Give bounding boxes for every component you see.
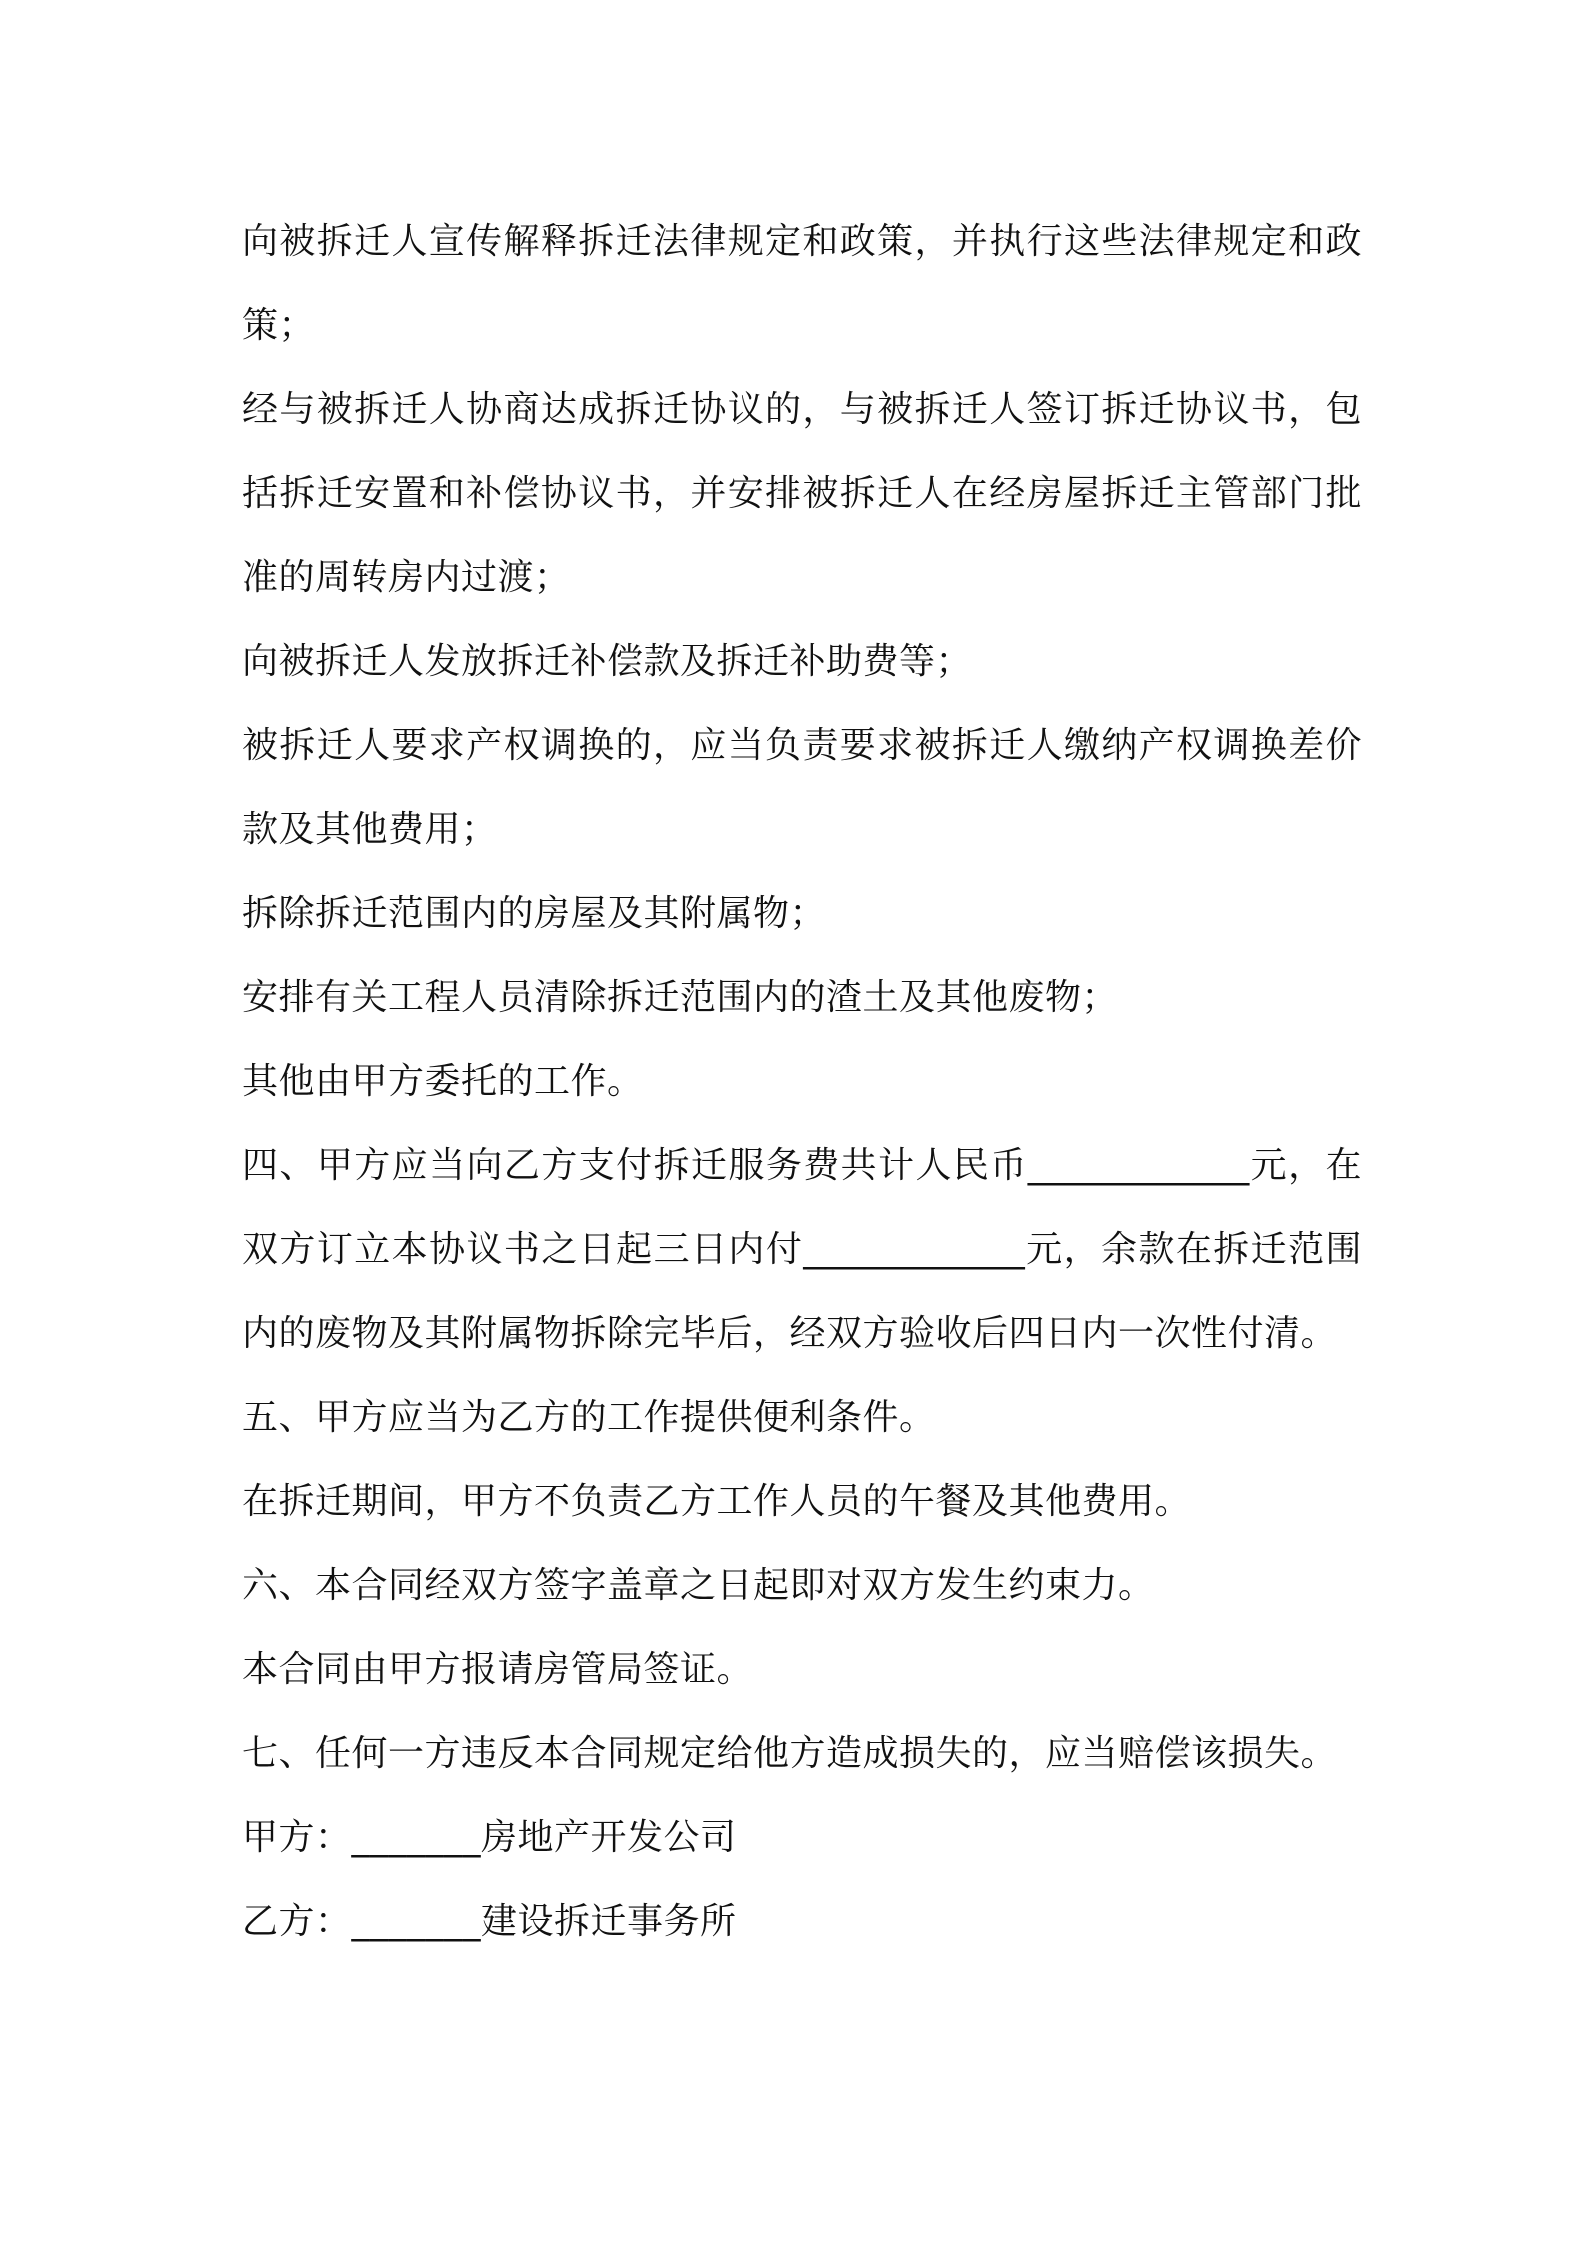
paragraph-duty-agreement: 经与被拆迁人协商达成拆迁协议的，与被拆迁人签订拆迁协议书，包括拆迁安置和补偿协议书，并安排被拆迁人在经房屋拆迁主管部门批准的周转房内过渡； xyxy=(242,389,1362,598)
clause-seven-liability: 七、任何一方违反本合同规定给他方造成损失的，应当赔偿该损失。 xyxy=(242,1733,1338,1774)
paragraph-meal-expenses: 在拆迁期间，甲方不负责乙方工作人员的午餐及其他费用。 xyxy=(242,1481,1192,1522)
paragraph-duty-demolish: 拆除拆迁范围内的房屋及其附属物； xyxy=(242,893,827,934)
party-b-line: 乙方：_______建设拆迁事务所 xyxy=(242,1901,737,1942)
paragraph-duty-compensation: 向被拆迁人发放拆迁补偿款及拆迁补助费等； xyxy=(242,641,973,682)
paragraph-duty-property-exchange: 被拆迁人要求产权调换的，应当负责要求被拆迁人缴纳产权调换差价款及其他费用； xyxy=(242,725,1362,850)
paragraph-duty-clear-debris: 安排有关工程人员清除拆迁范围内的渣土及其他废物； xyxy=(242,977,1119,1018)
clause-four-service-fee: 四、甲方应当向乙方支付拆迁服务费共计人民币____________元，在双方订立本协议书之日起三日内付____________元，余款在拆迁范围内的废物及其附属物拆除完毕后，经双方验收后四日内一次性付清。 xyxy=(242,1145,1362,1354)
paragraph-duty-publicize: 向被拆迁人宣传解释拆迁法律规定和政策，并执行这些法律规定和政策； xyxy=(242,221,1362,346)
document-body xyxy=(242,200,1362,1964)
party-a-line: 甲方：_______房地产开发公司 xyxy=(242,1817,737,1858)
paragraph-certification: 本合同由甲方报请房管局签证。 xyxy=(242,1649,754,1690)
paragraph-duty-other: 其他由甲方委托的工作。 xyxy=(242,1061,644,1102)
clause-six-effectiveness: 六、本合同经双方签字盖章之日起即对双方发生约束力。 xyxy=(242,1565,1155,1606)
clause-five-conditions: 五、甲方应当为乙方的工作提供便利条件。 xyxy=(242,1397,936,1438)
